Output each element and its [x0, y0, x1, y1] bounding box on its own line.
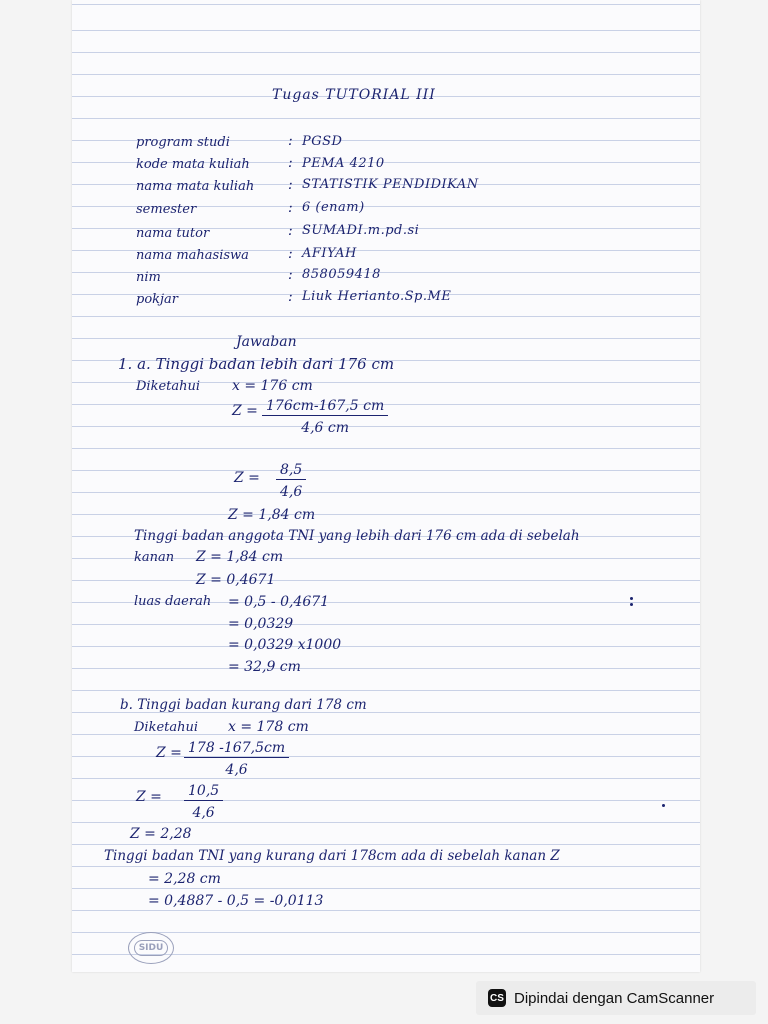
z-formula-lhs-a: Z = — [232, 403, 258, 419]
conclusion-kanan-label-a: kanan — [134, 550, 175, 565]
colon: : — [288, 133, 293, 149]
label-kode-mata-kuliah: kode mata kuliah — [136, 157, 250, 172]
z-formula-numerator-a: 176cm-167,5 cm — [262, 398, 388, 416]
label-program-studi: program studi — [136, 135, 230, 150]
colon: : — [288, 200, 293, 216]
z-formula-denominator-b: 4,6 — [225, 762, 248, 778]
value-nim: 858059418 — [302, 267, 381, 282]
answer-heading: Jawaban — [236, 334, 297, 350]
z-formula-lhs-b: Z = — [156, 745, 182, 761]
z-step2-denominator-b: 4,6 — [192, 805, 215, 821]
z-step2-lhs-b: Z = — [136, 789, 162, 805]
camscanner-text: Dipindai dengan CamScanner — [514, 989, 715, 1007]
label-nim: nim — [136, 270, 161, 285]
area-result-a: = 32,9 cm — [228, 659, 301, 675]
x-equation-a: x = 176 cm — [232, 378, 313, 394]
label-nama-mata-kuliah: nama mata kuliah — [136, 179, 255, 194]
label-pokjar: pokjar — [136, 292, 179, 307]
colon: : — [288, 155, 293, 171]
z-formula-fraction-b — [184, 740, 289, 778]
value-kode-mata-kuliah: PEMA 4210 — [302, 156, 385, 171]
area-calculation-b: = 0,4887 - 0,5 = -0,0113 — [148, 893, 324, 909]
colon: : — [288, 246, 293, 262]
z-result-a: Z = 1,84 cm — [228, 507, 316, 523]
ink-dot — [630, 603, 633, 606]
sidu-logo — [128, 932, 174, 964]
area-step1-a: = 0,5 - 0,4671 — [228, 594, 330, 610]
colon: : — [288, 267, 293, 283]
ink-dot — [630, 597, 633, 600]
question-b-title: b. Tinggi badan kurang dari 178 cm — [120, 697, 367, 713]
z-step2-lhs-a: Z = — [234, 470, 260, 486]
z-formula-fraction-a — [262, 398, 388, 436]
z-step2-numerator-b: 10,5 — [184, 783, 223, 801]
z-value-b: = 2,28 cm — [148, 871, 221, 887]
ink-dot — [662, 804, 665, 807]
z-result-b: Z = 2,28 — [130, 826, 192, 842]
value-semester: 6 (enam) — [302, 200, 365, 215]
value-nama-mahasiswa: AFIYAH — [302, 246, 357, 261]
colon: : — [288, 289, 293, 305]
z-table-value-a: Z = 0,4671 — [196, 572, 276, 588]
z-step2-fraction-a — [276, 462, 306, 500]
conclusion-line-b: Tinggi badan TNI yang kurang dari 178cm ada di sebelah kanan Z — [104, 848, 560, 864]
value-nama-tutor: SUMADI.m.pd.si — [302, 223, 420, 238]
colon: : — [288, 177, 293, 193]
page-title: Tugas TUTORIAL III — [272, 87, 436, 103]
known-label-a: Diketahui — [136, 379, 201, 394]
colon: : — [288, 223, 293, 239]
value-program-studi: PGSD — [302, 134, 343, 149]
conclusion-line1-a: Tinggi badan anggota TNI yang lebih dari 176 cm ada di sebelah — [134, 528, 580, 544]
label-nama-tutor: nama tutor — [136, 226, 210, 241]
sidu-logo-text: SIDU — [134, 940, 169, 956]
x-equation-b: x = 178 cm — [228, 719, 309, 735]
z-formula-denominator-a: 4,6 cm — [301, 420, 350, 436]
label-semester: semester — [136, 202, 197, 217]
value-nama-mata-kuliah: STATISTIK PENDIDIKAN — [302, 177, 479, 192]
area-step2-a: = 0,0329 — [228, 616, 294, 632]
question-a-title: 1. a. Tinggi badan lebih dari 176 cm — [118, 355, 395, 373]
label-nama-mahasiswa: nama mahasiswa — [136, 248, 249, 263]
camscanner-watermark — [476, 981, 756, 1015]
area-label-a: luas daerah — [134, 594, 212, 609]
known-label-b: Diketahui — [134, 720, 199, 735]
z-step2-numerator-a: 8,5 — [276, 462, 306, 480]
camscanner-logo-icon: CS — [488, 989, 506, 1007]
z-formula-numerator-b: 178 -167,5cm — [184, 740, 289, 758]
conclusion-z-equation-a: Z = 1,84 cm — [196, 549, 284, 565]
area-step3-a: = 0,0329 x1000 — [228, 637, 342, 653]
z-step2-fraction-b — [184, 783, 223, 821]
value-pokjar: Liuk Herianto.Sp.ME — [302, 289, 452, 304]
z-step2-denominator-a: 4,6 — [280, 484, 303, 500]
